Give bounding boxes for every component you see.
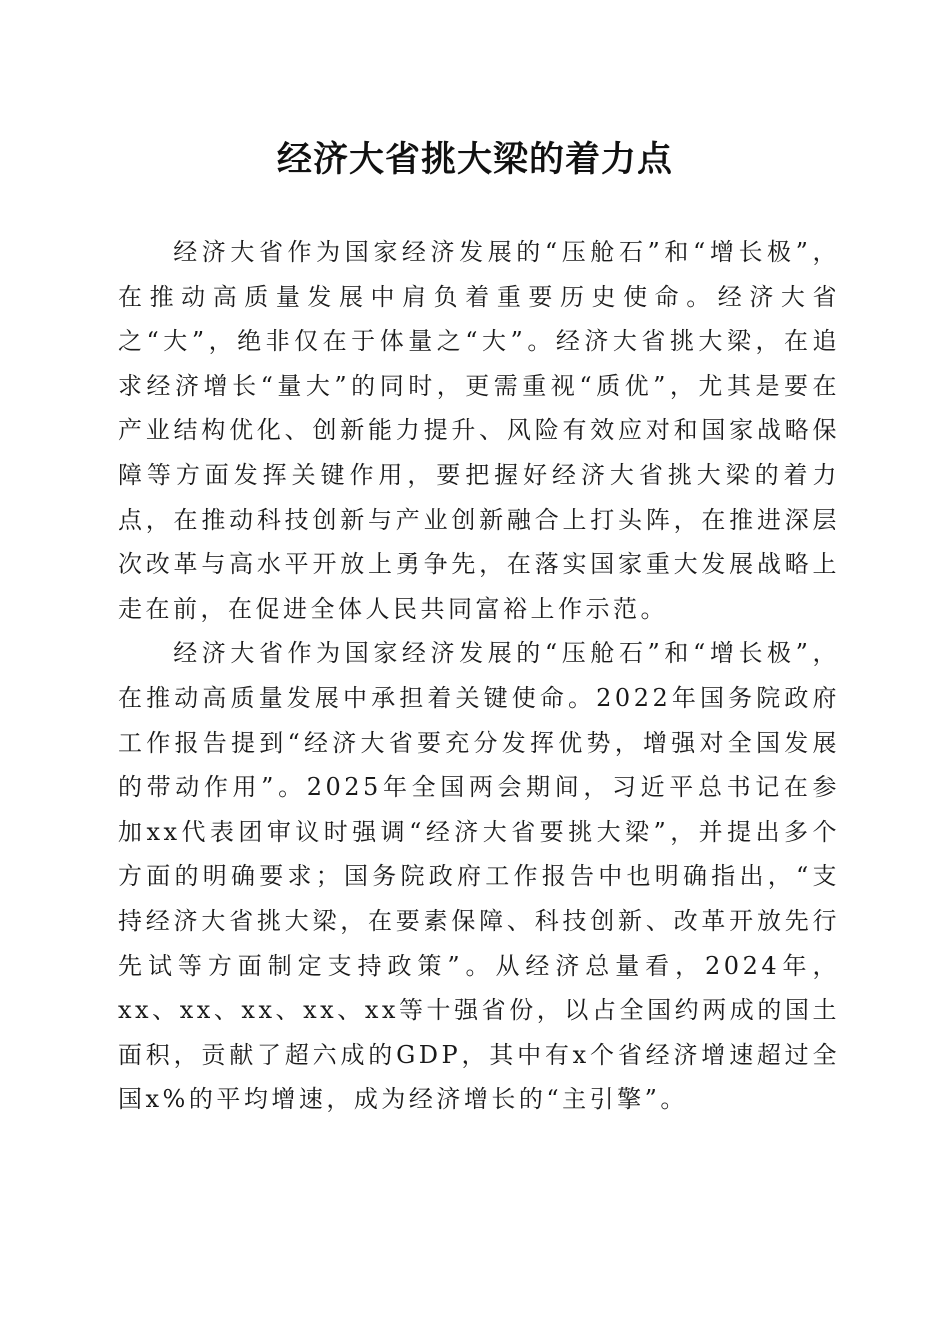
paragraph: 经济大省作为国家经济发展的“压舱石”和“增长极”，在推动高质量发展中承担着关键使命。2022年国务院政府工作报告提到“经济大省要充分发挥优势，增强对全国发展的带动作用”。2025年全国两会期间，习近平总书记在参加xx代表团审议时强调“经济大省要挑大梁”，并提出多个方面的明确要求；国务院政府工作报告中也明确指出，“支持经济大省挑大梁，在要素保障、科技创新、改革开放先行先试等方面制定支持政策”。从经济总量看，2024年，xx、xx、xx、xx、xx等十强省份，以占全国约两成的国土面积，贡献了超六成的GDP，其中有x个省经济增速超过全国x%的平均增速，成为经济增长的“主引擎”。 [118,639,840,1114]
document-body [118,230,840,1122]
document-title: 经济大省挑大梁的着力点 [276,139,673,180]
paragraph: 经济大省作为国家经济发展的“压舱石”和“增长极”，在推动高质量发展中肩负着重要历史使命。经济大省之“大”，绝非仅在于体量之“大”。经济大省挑大梁，在追求经济增长“量大”的同时，更需重视“质优”，尤其是要在产业结构优化、创新能力提升、风险有效应对和国家战略保障等方面发挥关键作用，要把握好经济大省挑大梁的着力点，在推动科技创新与产业创新融合上打头阵，在推进深层次改革与高水平开放上勇争先，在落实国家重大发展战略上走在前，在促进全体人民共同富裕上作示范。 [118,238,840,623]
